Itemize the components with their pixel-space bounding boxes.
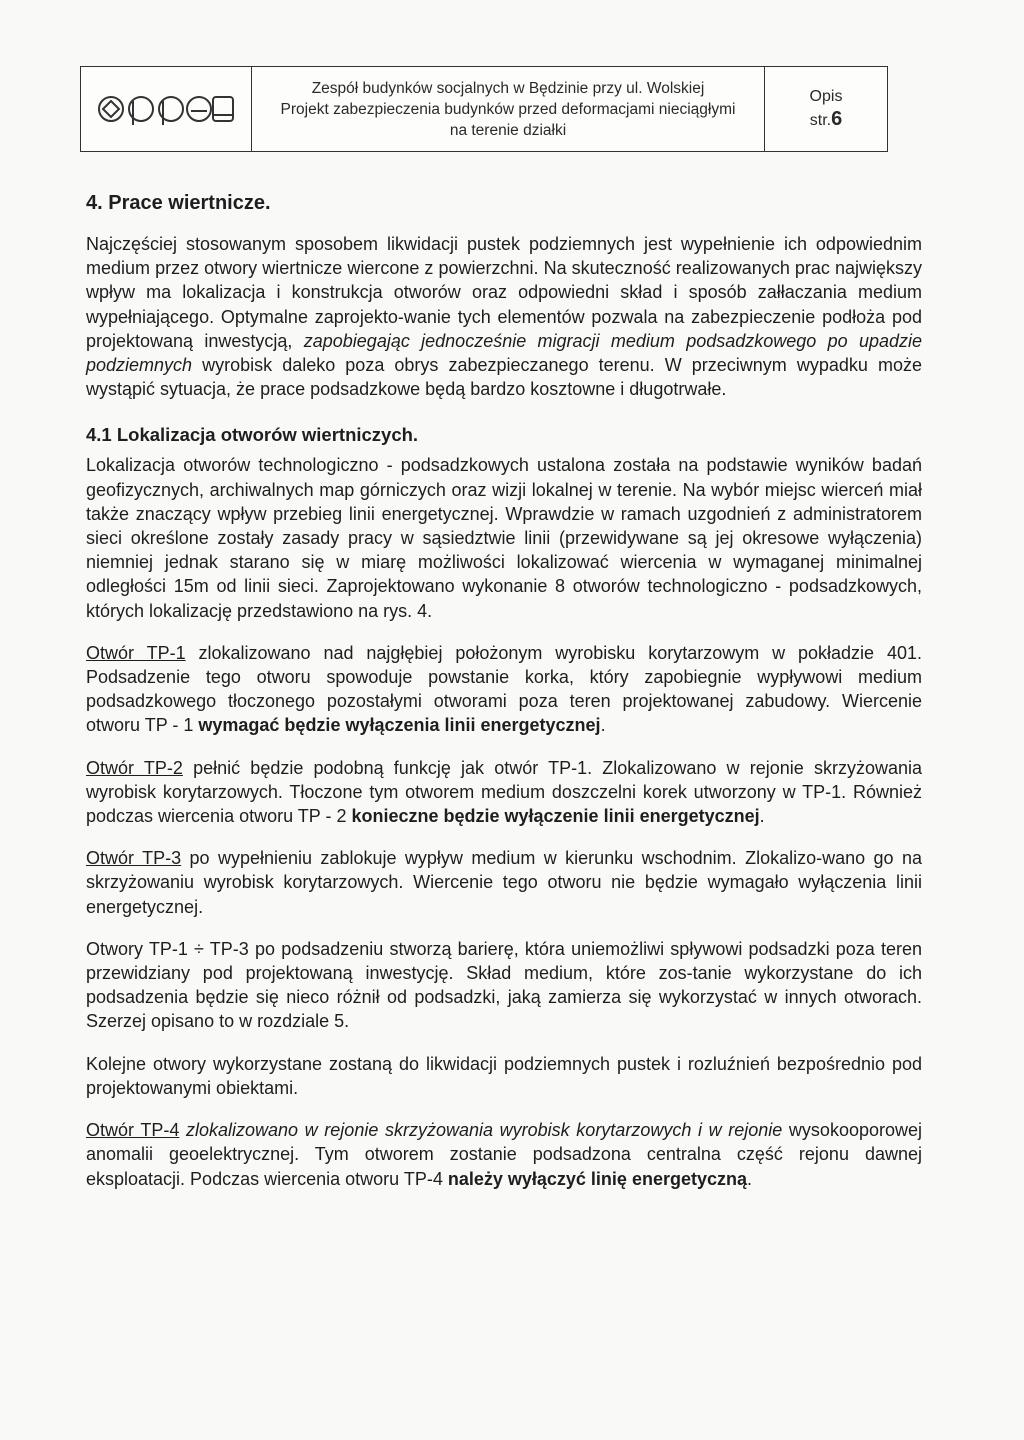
page-number: 6 xyxy=(831,108,843,130)
tp1-end: . xyxy=(600,715,606,736)
next-holes-paragraph: Kolejne otwory wykorzystane zostaną do likwidacji podziemnych pustek i rozluźnień bezpośrednio pod projektowanymi obiektami. xyxy=(86,1053,922,1098)
tp1-label: Otwór TP-1 xyxy=(86,642,186,663)
tp4-italic: zlokalizowano w rejonie skrzyżowania wyrobisk korytarzowych i w rejonie xyxy=(179,1120,783,1141)
page-header xyxy=(80,66,888,152)
company-logo xyxy=(81,67,252,151)
tp1-paragraph xyxy=(86,641,922,738)
tp2-end: . xyxy=(759,806,765,827)
tp1-text: zlokalizowano nad najgłębiej położonym wyrobisku korytarzowym w pokładzie 401. Podsadzenie tego otworu spowoduje powstanie korka, który zapobiegnie wypływowi medium podsadzkowego tłoczonego pozostałymi otworami poza teren projektowanej zabudowy. Wiercenie otworu TP - 1 xyxy=(86,642,922,736)
tp4-end: . xyxy=(747,1168,753,1189)
tp1-bold: wymagać będzie wyłączenia linii energetycznej xyxy=(198,715,601,736)
location-paragraph: Lokalizacja otworów technologiczno - podsadzkowych ustalona została na podstawie wyników badań geofizycznych, archiwalnych map górniczych oraz wizji lokalnej w terenie. Na wybór miejsc wierceń miał także znaczący wpływ przebieg linii energetycznej. Wprawdzie w ramach uzgodnień z administratorem sieci określone zostały zasady pracy w sąsiedztwie linii (przewidywane są jej okresowe wyłączenia) niemniej jednak starano się w miarę możliwości lokalizować wiercenia w wymaganej minimalnej odległości 15m od linii sieci. Zaprojektowano wykonanie 8 otworów technologiczno - podsadzkowych, których lokalizację przedstawiono na rys. 4. xyxy=(86,455,922,621)
page-prefix: str. xyxy=(809,112,832,129)
header-title-line2: Projekt zabezpieczenia budynków przed deformacjami nieciągłymi xyxy=(280,100,736,118)
header-title-line1: Zespół budynków socjalnych w Będzinie przy ul. Wolskiej xyxy=(311,79,705,97)
header-page-block xyxy=(765,67,887,151)
document-body xyxy=(86,190,922,1191)
header-page-number xyxy=(810,108,842,132)
header-title-line3: na terenie działki xyxy=(449,121,567,139)
tp2-label: Otwór TP-2 xyxy=(86,757,183,778)
tp3-paragraph xyxy=(86,846,922,919)
header-section-label: Opis xyxy=(809,88,843,105)
tp4-paragraph xyxy=(86,1118,922,1191)
tp2-text: pełnić będzie podobną funkcję jak otwór TP-1. Zlokalizowano w rejonie skrzyżowania wyrobisk korytarzowych. Tłoczone tym otworem medium doszczelni korek utworzony w TP-1. Również podczas wiercenia otworu TP - 2 xyxy=(86,757,923,827)
logo-icon xyxy=(95,89,237,129)
tp4-label: Otwór TP-4 xyxy=(86,1120,180,1141)
tp4-text: wysokooporowej anomalii geoelektrycznej. Tym otworem zostanie podsadzona centralna część rejonu dawnej eksploatacji. Podczas wiercenia otworu TP-4 xyxy=(86,1120,923,1189)
section-heading: 4. Prace wiertnicze. xyxy=(86,192,271,214)
tp3-label: Otwór TP-3 xyxy=(86,848,182,869)
section4-text-b: wyrobisk daleko poza obrys zabezpieczanego terenu. W przeciwnym wypadku może wystąpić sytuacja, że prace podsadzkowe będą bardzo kosztowne i długotrwałe. xyxy=(86,355,922,400)
tp2-bold: konieczne będzie wyłączenie linii energetycznej xyxy=(351,806,760,827)
tp1-tp3-paragraph: Otwory TP-1 ÷ TP-3 po podsadzeniu stworzą barierę, która uniemożliwi spływowi podsadzki poza teren przewidziany pod projektowaną inwestycję. Skład medium, które zos-tanie wykorzystane do ich podsadzenia będzie się nieco różnił od podsadzki, jaką zamierza się wykorzystać w innych otworach. Szerzej opisano to w rozdziale 5. xyxy=(86,938,922,1032)
section4-text-a: Najczęściej stosowanym sposobem likwidacji pustek podziemnych jest wypełnienie ich odpowiednim medium przez otwory wiertnicze wiercone z powierzchni. Na skuteczność realizowanych prac największy wpływ ma lokalizacja i konstrukcja otworów oraz odpowiedni skład i sposób załłaczania medium wypełniającego. Optymalne zaprojekto-wanie tych elementów pozwala na zabezpieczenie podłoża pod projektowaną inwestycją, xyxy=(86,234,922,351)
section4-text-italic: zapobiegając jednocześnie migracji medium podsadzkowego po upadzie podziemnych xyxy=(86,330,922,376)
header-title-block xyxy=(252,67,765,151)
tp2-paragraph xyxy=(86,756,922,829)
tp3-text: po wypełnieniu zablokuje wypływ medium w kierunku wschodnim. Zlokalizo-wano go na skrzyżowaniu wyrobisk korytarzowych. Wiercenie tego otworu nie będzie wymagało wyłączenia linii energetycznej. xyxy=(86,848,922,917)
section4-paragraph xyxy=(86,232,922,401)
tp4-bold: należy wyłączyć linię energetyczną xyxy=(447,1168,747,1189)
subsection-heading: 4.1 Lokalizacja otworów wiertniczych. xyxy=(86,424,419,446)
